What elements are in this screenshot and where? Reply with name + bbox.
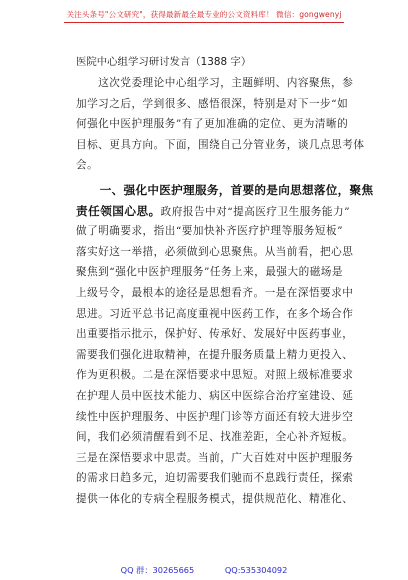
paragraph-line: 会。 — [76, 159, 99, 172]
contact-footer — [0, 565, 408, 576]
document-title: 医院中心组学习研讨发言（1388 字） — [76, 56, 252, 68]
paragraph-line: 提供一体化的专病全程服务模式，提供规范化、精准化、 — [76, 492, 354, 505]
paragraph-line: 的需求日趋多元，迫切需要我们驰而不息践行责任，探索 — [76, 472, 354, 485]
paragraph-line: 落实好这一举措，必须做到心思聚焦。从当前看，把心思 — [76, 245, 354, 258]
paragraph-line: 这次党委理论中心组学习，主题鲜明、内容聚焦，参 — [76, 77, 354, 89]
paragraph-line: 在护理人员中医技术能力、病区中医综合治疗室建设、延 — [76, 389, 354, 402]
paragraph-line: 间，我们必须清醒看到不足、找准差距，全心补齐短板。 — [76, 431, 354, 444]
paragraph-line: 何强化中医护理服务”有了更加准确的定位、更为清晰的 — [76, 118, 349, 131]
qq-text: QQ:535304092 — [224, 565, 288, 575]
section-heading-line — [76, 201, 351, 222]
paragraph-line: 思进。习近平总书记高度重视中医药工作，在多个场合作 — [76, 307, 354, 320]
paragraph-line: 需要我们强化进取精神，在提升服务质量上精力更投入、 — [76, 348, 354, 361]
section-heading: 一、强化中医护理服务，首要的是向思想落位，聚焦 — [76, 182, 374, 197]
paragraph-line: 加学习之后，学到很多、感悟很深，特别是对下一步“如 — [76, 97, 349, 110]
paragraph-line: 续性中医护理服务、中医护理门诊等方面还有较大进步空 — [76, 410, 354, 423]
section-heading-continued: 责任领国心思。 — [76, 203, 161, 218]
paragraph-line: 上级号令，最根本的途径是思想看齐。一是在深悟要求中 — [76, 286, 354, 299]
paragraph-line: 三是在深悟要求中思责。当前，广大百姓对中医护理服务 — [76, 451, 354, 464]
paragraph-text: 政府报告中对“提高医疗卫生服务能力” — [160, 205, 351, 218]
paragraph-line: 作为更积极。二是在深悟要求中思短。对照上级标准要求 — [76, 369, 354, 382]
paragraph-line: 出重要指示批示，保护好、传承好、发展好中医药事业， — [76, 328, 354, 341]
paragraph-line: 聚焦到“强化中医护理服务”任务上来，最强大的磁场是 — [76, 266, 343, 279]
promo-banner: 关注头条号"公文研究"，获得最新最全最专业的公文资料库！ 微信：gongwenyj — [66, 10, 342, 19]
paragraph-line: 做了明确要求，指出“要加快补齐医疗护理等服务短板” — [76, 225, 343, 238]
qq-group-text: QQ 群：30265665 — [120, 565, 195, 575]
paragraph-line: 目标、更具方向。下面，围绕自己分管业务，谈几点思考体 — [76, 138, 365, 151]
header-divider — [64, 22, 344, 23]
document-body — [76, 73, 374, 509]
